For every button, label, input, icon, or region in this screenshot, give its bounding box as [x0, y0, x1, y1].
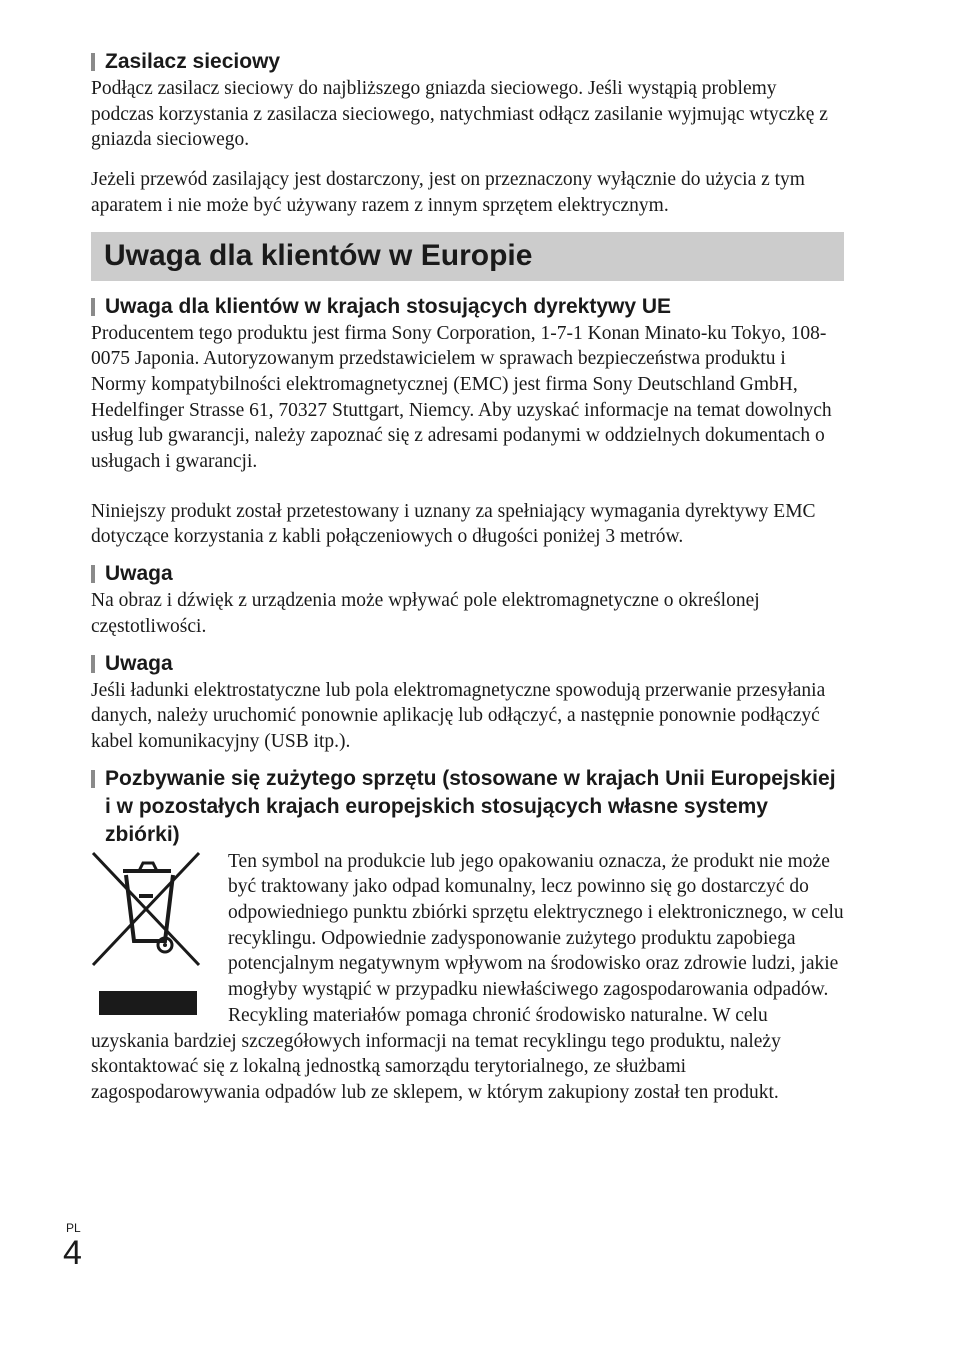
heading-bar-marker: [91, 655, 95, 673]
paragraph-zasilacz-2: Jeżeli przewód zasilający jest dostarczony, jest on przeznaczony wyłącznie do użycia z tym aparatem i nie może być używany razem z innym sprzętem elektrycznym.: [91, 169, 805, 216]
section-heading-ue: [91, 293, 844, 321]
document-page: [91, 48, 844, 1106]
spacer: [91, 475, 844, 499]
heading-bar-marker: [91, 770, 95, 788]
heading-text: Uwaga: [105, 651, 173, 675]
spacer: [91, 640, 844, 650]
paragraph-uwaga-2: Jeśli ładunki elektrostatyczne lub pola elektromagnetyczne spowodują przerwanie przesyłania danych, należy uruchomić ponownie aplikację lub odłączyć, a następnie ponownie podłączyć kabel komunikacyjny (USB itp.).: [91, 679, 826, 752]
heading-bar-marker: [91, 565, 95, 583]
spacer: [91, 153, 844, 167]
heading-text: Zasilacz sieciowy: [105, 50, 281, 73]
weee-section: [91, 849, 844, 1106]
section-heading-uwaga-2: [91, 650, 844, 678]
spacer: [91, 755, 844, 765]
spacer: [91, 550, 844, 560]
heading-bar-marker: [91, 53, 95, 71]
section-heading-pozbywanie: [91, 765, 844, 849]
paragraph-zasilacz-1: Podłącz zasilacz sieciowy do najbliższego gniazda sieciowego. Jeśli wystąpią problemy podczas korzystania z zasilacza sieciowego, natychmiast odłącz zasilanie wyjmując wtyczkę z gniazda sieciowego.: [91, 78, 828, 151]
section-heading-uwaga-1: [91, 560, 844, 588]
paragraph-ue-2: Niniejszy produkt został przetestowany i uznany za spełniający wymagania dyrektywy EMC dotyczące korzystania z kabli połączeniowych o długości poniżej 3 metrów.: [91, 500, 816, 548]
heading-text: Uwaga dla klientów w krajach stosujących dyrektywy UE: [105, 294, 672, 318]
paragraph-uwaga-1: Na obraz i dźwięk z urządzenia może wpływać pole elektromagnetyczne o określonej częstotliwości.: [91, 590, 760, 637]
heading-text: Uwaga: [105, 562, 173, 586]
section-banner: [91, 232, 844, 281]
paragraph-pozbywanie: Ten symbol na produkcie lub jego opakowaniu oznacza, że produkt nie może być traktowany jako odpad komunalny, lecz powinno się go dostarczyć do odpowiedniego punktu zbiórki sprzętu elektrycznego i elektronicznego, w celu recyklingu. Odpowiednie zadysponowanie zużytego produktu zapobiega potencjalnym negatywnym wpływom na środowisko oraz zdrowie ludzi, jakie mogłyby wystąpić w przypadku niewłaściwego zagospodarowania odpadów. Recykling materiałów pomaga chronić środowisko naturalne. W celu uzyskania bardziej szczegółowych informacji na temat recyklingu tego produktu, należy skontaktować się z lokalną jednostką samorządu terytorialnego, ze służbami zagospodarowywania odpadów lub ze sklepem, w którym zakupiony został ten produkt.: [91, 850, 844, 1103]
language-code: PL: [66, 1221, 81, 1235]
page-number: 4: [63, 1234, 82, 1272]
paragraph-ue-1: Producentem tego produktu jest firma Sony Corporation, 1-7-1 Konan Minato-ku Tokyo, 108-0075 Japonia. Autoryzowanym przedstawicielem w sprawach bezpieczeństwa produktu i Normy kompatybilności elektromagnetycznej (EMC) jest firma Sony Deutschland GmbH, Hedelfinger Strasse 61, 70327 Stuttgart, Niemcy. Aby uzyskać informacje na temat dowolnych usług lub gwarancji, należy zapoznać się z adresami podanymi w oddzielnych dokumentach o usługach i gwarancji.: [91, 322, 832, 473]
section-heading-zasilacz: [91, 48, 844, 76]
crossed-out-wheelie-bin-icon: [91, 849, 216, 1019]
heading-bar-marker: [91, 298, 95, 316]
banner-title: Uwaga dla klientów w Europie: [104, 239, 533, 273]
heading-text: Pozbywanie się zużytego sprzętu (stosowane w krajach Unii Europejskiej i w pozostałych krajach europejskich stosujących własne systemy zbiórki): [105, 766, 836, 846]
